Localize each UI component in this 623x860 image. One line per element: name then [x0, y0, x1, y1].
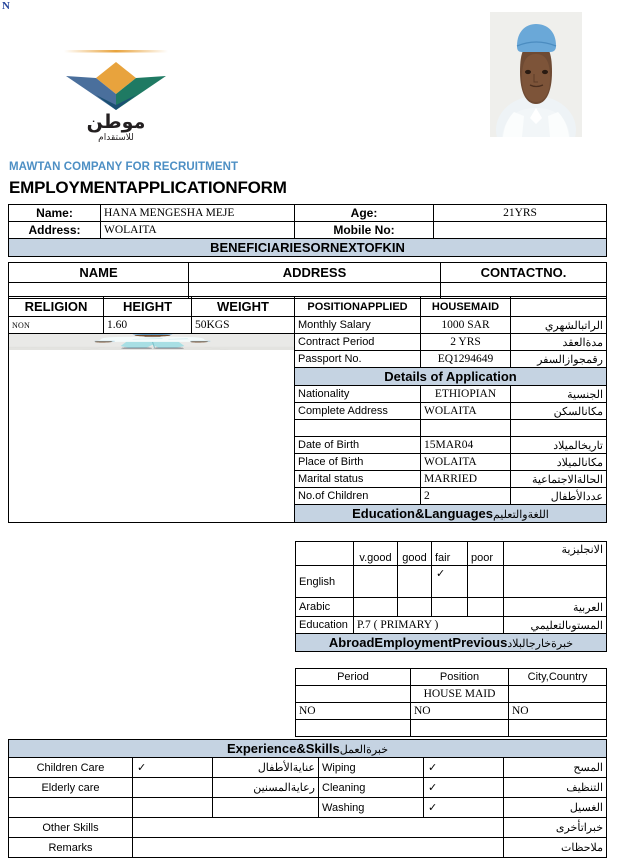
monthly-salary-label: Monthly Salary [295, 317, 421, 334]
details-of-application-band: Details of Application [295, 368, 607, 386]
abroad-col-city-country: City,Country [509, 669, 607, 686]
rating-poor-header: poor [468, 542, 504, 566]
abroad-city-3[interactable] [509, 720, 607, 737]
children-care-mark[interactable]: ✓ [133, 758, 213, 778]
monthly-salary-value[interactable]: 1000 SAR [421, 317, 511, 334]
nationality-value[interactable]: ETHIOPIAN [421, 386, 511, 403]
other-skills-arabic: خبراتأخرى [504, 818, 607, 838]
children-care-arabic: عنايةالأطفال [213, 758, 319, 778]
other-skills-value[interactable] [133, 818, 504, 838]
table-row-address [9, 222, 607, 239]
abroad-col-period: Period [296, 669, 411, 686]
mobile-label: Mobile No: [295, 222, 434, 239]
table-row-elderly-care [9, 778, 607, 798]
remarks-value[interactable] [133, 838, 504, 858]
no-of-children-value[interactable]: 2 [421, 488, 511, 505]
washing-mark[interactable]: ✓ [424, 798, 504, 818]
date-of-birth-value[interactable]: 15MAR04 [421, 437, 511, 454]
children-care-label: Children Care [9, 758, 133, 778]
height-value[interactable]: 1.60 [104, 317, 192, 334]
table-row-arabic [296, 598, 607, 617]
abroad-city-1[interactable] [509, 686, 607, 703]
physical-header-row [9, 297, 607, 317]
marital-status-value[interactable]: MARRIED [421, 471, 511, 488]
monthly-salary-arabic: الراتبالشهري [511, 317, 607, 334]
height-header: HEIGHT [104, 297, 192, 317]
abroad-band-row [296, 634, 607, 652]
abroad-position-3[interactable] [411, 720, 509, 737]
rating-good-header: good [398, 542, 432, 566]
abroad-period-3[interactable] [296, 720, 411, 737]
date-of-birth-arabic: تاريخالميلاد [511, 437, 607, 454]
company-logo [60, 48, 172, 144]
name-value[interactable]: HANA MENGESHA MEJE [101, 205, 295, 222]
english-label: English [296, 566, 354, 598]
experience-band-row [9, 740, 607, 758]
name-label: Name: [9, 205, 101, 222]
remarks-arabic: ملاحظات [504, 838, 607, 858]
abroad-position-1[interactable]: HOUSE MAID [411, 686, 509, 703]
skills-blank-arabic [213, 798, 319, 818]
elderly-care-arabic: رعايةالمسنين [213, 778, 319, 798]
experience-band-ar: خبرةالعمل [339, 744, 389, 756]
logo-graphic [60, 48, 172, 144]
arabic-poor-cell[interactable] [468, 598, 504, 617]
physical-attributes-table [8, 296, 607, 317]
english-poor-cell[interactable] [468, 566, 504, 598]
details-spacer-label [295, 420, 421, 437]
details-spacer-value [421, 420, 511, 437]
washing-arabic: الغسيل [504, 798, 607, 818]
page-title: EMPLOYMENTAPPLICATIONFORM [9, 178, 287, 197]
logo-arabic-main: موطن [86, 111, 146, 133]
details-spacer-arabic [511, 420, 607, 437]
complete-address-arabic: مكانالسكن [511, 403, 607, 420]
experience-skills-table [8, 739, 607, 858]
table-row-education [296, 617, 607, 634]
beneficiary-col-address: ADDRESS [189, 263, 441, 283]
corner-artifact-letter: N [2, 0, 10, 12]
beneficiary-col-contact: CONTACTNO. [441, 263, 607, 283]
arabic-vgood-cell[interactable] [354, 598, 398, 617]
wiping-label: Wiping [319, 758, 424, 778]
cleaning-mark[interactable]: ✓ [424, 778, 504, 798]
logo-arabic-sub: للاستقدام [98, 133, 134, 143]
beneficiaries-band-row [9, 239, 607, 257]
education-languages-band [295, 505, 607, 523]
abroad-period-2[interactable]: NO [296, 703, 411, 720]
abroad-col-position: Position [411, 669, 509, 686]
address-value[interactable]: WOLAITA [101, 222, 295, 239]
contract-period-label: Contract Period [295, 334, 421, 351]
no-of-children-arabic: عددالأطفال [511, 488, 607, 505]
abroad-position-2[interactable]: NO [411, 703, 509, 720]
experience-skills-band [9, 740, 607, 758]
english-arabic: الانجليزية [504, 542, 607, 566]
english-fair-cell[interactable]: ✓ [432, 566, 468, 598]
washing-label: Washing [319, 798, 424, 818]
table-row-children-care [9, 758, 607, 778]
position-applied-value: HOUSEMAID [421, 297, 511, 317]
abroad-city-2[interactable]: NO [509, 703, 607, 720]
contract-period-value[interactable]: 2 YRS [421, 334, 511, 351]
address-label: Address: [9, 222, 101, 239]
table-row [296, 703, 607, 720]
applicant-full-body-photo [9, 334, 295, 523]
table-row-other-skills [9, 818, 607, 838]
passport-no-label: Passport No. [295, 351, 421, 368]
rating-blank-corner [296, 542, 354, 566]
marital-status-arabic: الحالةالاجتماعية [511, 471, 607, 488]
table-row [296, 686, 607, 703]
table-row-contract-period [9, 334, 607, 351]
religion-value[interactable]: NON [9, 317, 104, 334]
table-row-name [9, 205, 607, 222]
table-row [296, 720, 607, 737]
complete-address-value[interactable]: WOLAITA [421, 403, 511, 420]
education-level-arabic: المستوىالتعليمي [504, 617, 607, 634]
abroad-employment-table [295, 668, 607, 737]
passport-no-arabic: رقمجوازالسفر [511, 351, 607, 368]
beneficiaries-table [8, 262, 607, 299]
passport-no-value[interactable]: EQ1294649 [421, 351, 511, 368]
age-value[interactable]: 21YRS [434, 205, 607, 222]
place-of-birth-label: Place of Birth [295, 454, 421, 471]
arabic-good-cell[interactable] [398, 598, 432, 617]
english-vgood-cell[interactable] [354, 566, 398, 598]
education-band-ar: اللغةوالتعليم [492, 509, 549, 521]
document-header [0, 0, 623, 197]
complete-address-label: Complete Address [295, 403, 421, 420]
position-applied-header: POSITIONAPPLIED [295, 297, 421, 317]
cleaning-arabic: التنظيف [504, 778, 607, 798]
mobile-value[interactable] [434, 222, 607, 239]
rating-fair-header: fair [432, 542, 468, 566]
arabic-language-arabic: العربية [504, 598, 607, 617]
table-row-remarks [9, 838, 607, 858]
marital-status-label: Marital status [295, 471, 421, 488]
beneficiary-col-name: NAME [9, 263, 189, 283]
nationality-label: Nationality [295, 386, 421, 403]
place-of-birth-value[interactable]: WOLAITA [421, 454, 511, 471]
beneficiaries-band: BENEFICIARIESORNEXTOFKIN [9, 239, 607, 257]
english-arabic-spacer [504, 566, 607, 598]
education-band-en: Education&Languages [352, 506, 493, 521]
abroad-band-ar: خبرةخارجالبلاد [507, 638, 574, 650]
nationality-arabic: الجنسية [511, 386, 607, 403]
elderly-care-mark[interactable] [133, 778, 213, 798]
personal-info-table [8, 204, 607, 257]
abroad-band-en: AbroadEmploymentPrevious [328, 635, 508, 650]
arabic-fair-cell[interactable] [432, 598, 468, 617]
table-row-english [296, 566, 607, 598]
table-row-religion-salary [9, 317, 607, 334]
skills-blank-label [9, 798, 133, 818]
language-rating-table [295, 541, 607, 652]
no-of-children-label: No.of Children [295, 488, 421, 505]
experience-band-en: Experience&Skills [226, 741, 340, 756]
education-level-value[interactable]: P.7 ( PRIMARY ) [354, 617, 504, 634]
skills-blank-mark[interactable] [133, 798, 213, 818]
weight-value[interactable]: 50KGS [192, 317, 295, 334]
religion-header: RELIGION [9, 297, 104, 317]
abroad-header-row [296, 669, 607, 686]
contract-period-arabic: مدةالعقد [511, 334, 607, 351]
wiping-mark[interactable]: ✓ [424, 758, 504, 778]
rating-header-row [296, 542, 607, 566]
abroad-period-1[interactable] [296, 686, 411, 703]
weight-header: WEIGHT [192, 297, 295, 317]
english-good-cell[interactable] [398, 566, 432, 598]
cleaning-label: Cleaning [319, 778, 424, 798]
company-name: MAWTAN COMPANY FOR RECRUITMENT [9, 161, 239, 173]
abroad-employment-band [296, 634, 607, 652]
age-label: Age: [295, 205, 434, 222]
table-row-washing [9, 798, 607, 818]
full-body-photo-graphic [9, 334, 294, 350]
elderly-care-label: Elderly care [9, 778, 133, 798]
education-level-label: Education [296, 617, 354, 634]
remarks-label: Remarks [9, 838, 133, 858]
beneficiaries-header-row [9, 263, 607, 283]
date-of-birth-label: Date of Birth [295, 437, 421, 454]
other-skills-label: Other Skills [9, 818, 133, 838]
main-body-table [8, 316, 607, 523]
position-spacer-cell [511, 297, 607, 317]
rating-vgood-header: v.good [354, 542, 398, 566]
applicant-passport-photo [490, 12, 582, 137]
place-of-birth-arabic: مكانالميلاد [511, 454, 607, 471]
arabic-label: Arabic [296, 598, 354, 617]
wiping-arabic: المسح [504, 758, 607, 778]
